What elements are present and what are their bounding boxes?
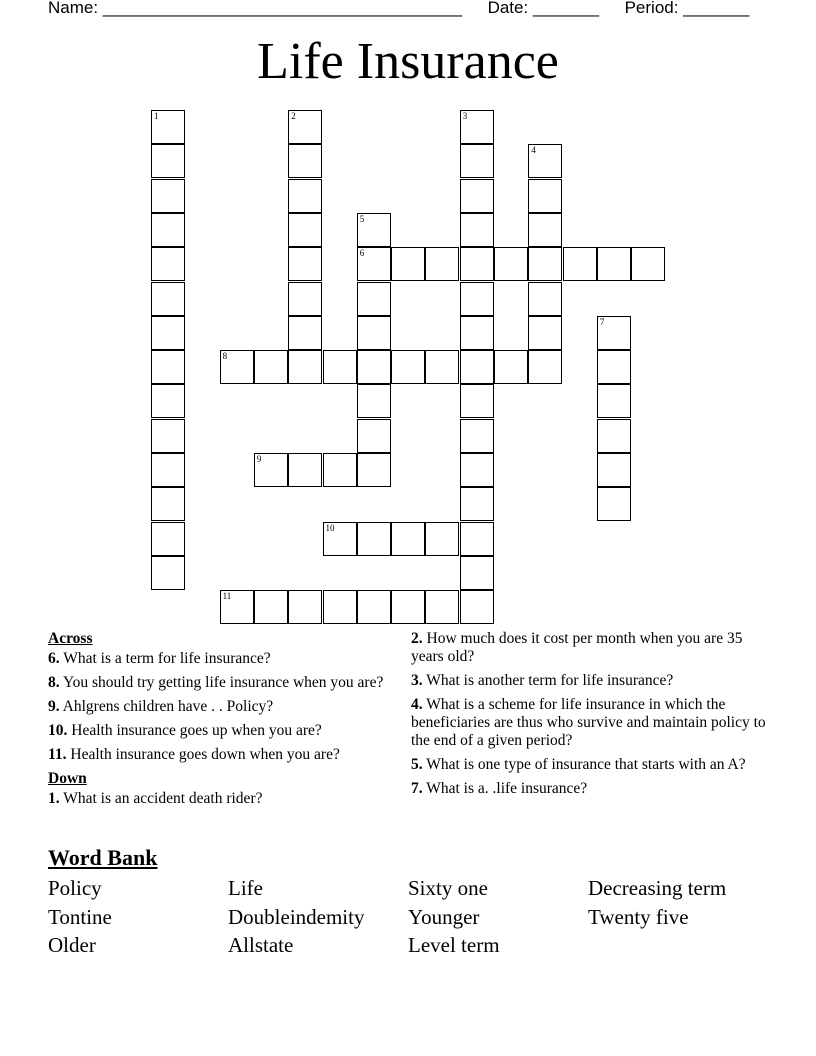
- crossword-cell[interactable]: [528, 316, 562, 350]
- clue-across-6: [48, 650, 398, 668]
- crossword-cell[interactable]: [460, 110, 494, 144]
- crossword-cell[interactable]: [220, 350, 254, 384]
- crossword-cell[interactable]: [597, 419, 631, 453]
- crossword-cell[interactable]: [288, 213, 322, 247]
- clue-number-label: 9: [256, 454, 262, 464]
- crossword-cell[interactable]: [597, 453, 631, 487]
- across-heading: Across: [48, 630, 93, 647]
- word-bank-item: Level term: [408, 933, 500, 957]
- clue-text: Health insurance goes up when you are?: [71, 722, 322, 739]
- crossword-cell[interactable]: [391, 247, 425, 281]
- crossword-cell[interactable]: [460, 590, 494, 624]
- crossword-cell[interactable]: [151, 556, 185, 590]
- crossword-cell[interactable]: [288, 590, 322, 624]
- clue-down-7: [411, 780, 771, 798]
- clue-number-label: 4: [531, 145, 536, 156]
- clue-number: 3.: [411, 672, 423, 689]
- crossword-cell[interactable]: [151, 213, 185, 247]
- crossword-cell[interactable]: [597, 316, 631, 350]
- clue-down-4: [411, 696, 771, 750]
- crossword-cell[interactable]: [528, 282, 562, 316]
- crossword-cell[interactable]: [460, 487, 494, 521]
- crossword-cell[interactable]: [460, 556, 494, 590]
- crossword-cell[interactable]: [357, 282, 391, 316]
- crossword-cell[interactable]: [528, 247, 562, 281]
- crossword-cell[interactable]: [425, 522, 459, 556]
- crossword-cell[interactable]: [151, 247, 185, 281]
- clue-number: 6.: [48, 650, 60, 667]
- crossword-cell[interactable]: [288, 179, 322, 213]
- word-bank-item: Policy: [48, 876, 102, 900]
- clue-number: 10.: [48, 722, 68, 739]
- crossword-cell[interactable]: [460, 522, 494, 556]
- word-bank-item: Allstate: [228, 933, 294, 957]
- word-bank-title: Word Bank: [48, 845, 158, 870]
- clue-number: 2.: [411, 630, 423, 647]
- period-field[interactable]: _______: [683, 0, 750, 17]
- crossword-cell[interactable]: [151, 419, 185, 453]
- crossword-cell[interactable]: [357, 247, 391, 281]
- crossword-cell[interactable]: [288, 453, 322, 487]
- crossword-cell[interactable]: [151, 316, 185, 350]
- clue-number: 9.: [48, 698, 60, 715]
- down-heading: Down: [48, 770, 87, 787]
- clue-number-label: 2: [291, 111, 296, 121]
- crossword-cell[interactable]: [563, 247, 597, 281]
- crossword-cell[interactable]: [151, 110, 185, 144]
- clue-number-label: 7: [599, 316, 605, 327]
- clue-number-label: 5: [359, 213, 365, 224]
- crossword-cell[interactable]: [597, 384, 631, 418]
- crossword-cell[interactable]: [460, 179, 494, 213]
- clue-text: What is a. .life insurance?: [426, 780, 588, 797]
- crossword-cell[interactable]: [528, 144, 562, 178]
- page-title: Life Insurance: [257, 33, 559, 90]
- clue-text: How much does it cost per month when you are 35 years old?: [411, 630, 743, 665]
- crossword-cell[interactable]: [528, 350, 562, 384]
- crossword-cell[interactable]: [288, 110, 322, 144]
- crossword-cell[interactable]: [357, 213, 391, 247]
- crossword-cell[interactable]: [631, 247, 665, 281]
- clue-text: What is one type of insurance that starts with an A?: [426, 756, 746, 773]
- crossword-cell[interactable]: [151, 282, 185, 316]
- crossword-cell[interactable]: [391, 522, 425, 556]
- crossword-cell[interactable]: [323, 350, 357, 384]
- clue-text: What is a term for life insurance?: [63, 650, 271, 667]
- clue-text: Health insurance goes down when you are?: [70, 746, 340, 763]
- crossword-cell[interactable]: [254, 350, 288, 384]
- crossword-cell[interactable]: [391, 350, 425, 384]
- word-bank-item: Twenty five: [588, 904, 689, 929]
- date-field[interactable]: _______: [532, 0, 600, 17]
- date-label: Date:: [487, 0, 529, 17]
- crossword-cell[interactable]: [357, 316, 391, 350]
- word-bank-item: Life: [228, 876, 263, 900]
- clue-number-label: 1: [154, 111, 159, 121]
- crossword-cell[interactable]: [254, 590, 288, 624]
- crossword-cell[interactable]: [597, 487, 631, 521]
- crossword-cell[interactable]: [357, 590, 391, 624]
- crossword-cell[interactable]: [425, 590, 459, 624]
- word-bank-item: Doubleindemity: [228, 904, 365, 929]
- clue-across-9: [48, 698, 398, 716]
- word-bank-item: Sixty one: [408, 876, 488, 900]
- clue-across-8: [48, 674, 398, 692]
- clue-across-11: [48, 746, 398, 764]
- crossword-cell[interactable]: [288, 316, 322, 350]
- crossword-cell[interactable]: [425, 350, 459, 384]
- crossword-cell[interactable]: [460, 453, 494, 487]
- crossword-cell[interactable]: [597, 247, 631, 281]
- crossword-cell[interactable]: [288, 282, 322, 316]
- clue-text: What is another term for life insurance?: [426, 672, 674, 689]
- crossword-cell[interactable]: [288, 350, 322, 384]
- clue-number: 7.: [411, 780, 423, 797]
- crossword-cell[interactable]: [460, 213, 494, 247]
- crossword-cell[interactable]: [254, 453, 288, 487]
- crossword-cell[interactable]: [357, 350, 391, 384]
- clue-number: 8.: [48, 674, 60, 691]
- crossword-cell[interactable]: [460, 350, 494, 384]
- crossword-cell[interactable]: [391, 590, 425, 624]
- clue-across-10: [48, 722, 398, 740]
- crossword-cell[interactable]: [460, 144, 494, 178]
- crossword-cell[interactable]: [220, 590, 254, 624]
- crossword-cell[interactable]: [425, 247, 459, 281]
- clues-column-left: [48, 630, 398, 814]
- crossword-cell[interactable]: [494, 350, 528, 384]
- crossword-cell[interactable]: [151, 487, 185, 521]
- clues-column-right: [411, 630, 771, 804]
- crossword-cell[interactable]: [528, 213, 562, 247]
- crossword-cell[interactable]: [151, 350, 185, 384]
- crossword-cell[interactable]: [151, 179, 185, 213]
- clue-number-label: 11: [222, 591, 232, 602]
- crossword-cell[interactable]: [151, 453, 185, 487]
- period-label: Period:: [624, 0, 679, 17]
- clue-number-label: 3: [462, 111, 468, 121]
- crossword-cell[interactable]: [460, 247, 494, 281]
- clue-number: 11.: [48, 746, 67, 763]
- name-label: Name:: [48, 0, 99, 17]
- clue-number: 1.: [48, 790, 60, 807]
- clue-number: 5.: [411, 756, 423, 773]
- crossword-cell[interactable]: [460, 384, 494, 418]
- word-bank-item: Decreasing term: [588, 876, 727, 900]
- clue-down-2: [411, 630, 771, 666]
- crossword-cell[interactable]: [323, 453, 357, 487]
- clue-down-3: [411, 672, 771, 690]
- crossword-cell[interactable]: [288, 144, 322, 178]
- crossword-cell[interactable]: [151, 384, 185, 418]
- crossword-cell[interactable]: [357, 453, 391, 487]
- clue-number-label: 10: [325, 522, 335, 533]
- crossword-cell[interactable]: [357, 384, 391, 418]
- clue-number: 4.: [411, 696, 423, 713]
- crossword-cell[interactable]: [528, 179, 562, 213]
- crossword-cell[interactable]: [494, 247, 528, 281]
- clue-text: What is a scheme for life insurance in which the beneficiaries are thus who survive and maintain policy to the end of a given period?: [411, 696, 766, 749]
- crossword-cell[interactable]: [460, 419, 494, 453]
- crossword-cell[interactable]: [151, 522, 185, 556]
- clue-number-label: 6: [359, 248, 365, 259]
- word-bank: [48, 874, 788, 960]
- word-bank-item: Older: [48, 933, 96, 957]
- clue-down-1: [48, 790, 398, 808]
- clue-number-label: 8: [222, 351, 228, 362]
- clue-text: Ahlgrens children have . . Policy?: [62, 698, 274, 715]
- clue-text: What is an accident death rider?: [63, 790, 263, 807]
- crossword-cell[interactable]: [357, 419, 391, 453]
- crossword-cell[interactable]: [357, 522, 391, 556]
- crossword-cell[interactable]: [151, 144, 185, 178]
- crossword-cell[interactable]: [460, 316, 494, 350]
- clue-down-5: [411, 756, 771, 774]
- crossword-cell[interactable]: [288, 247, 322, 281]
- crossword-cell[interactable]: [323, 590, 357, 624]
- word-bank-item: Tontine: [48, 904, 112, 929]
- crossword-cell[interactable]: [460, 282, 494, 316]
- word-bank-item: Younger: [408, 904, 480, 929]
- crossword-cell[interactable]: [597, 350, 631, 384]
- clue-text: You should try getting life insurance when you are?: [62, 674, 384, 691]
- crossword-cell[interactable]: [323, 522, 357, 556]
- name-field[interactable]: ______________________________________: [102, 0, 463, 17]
